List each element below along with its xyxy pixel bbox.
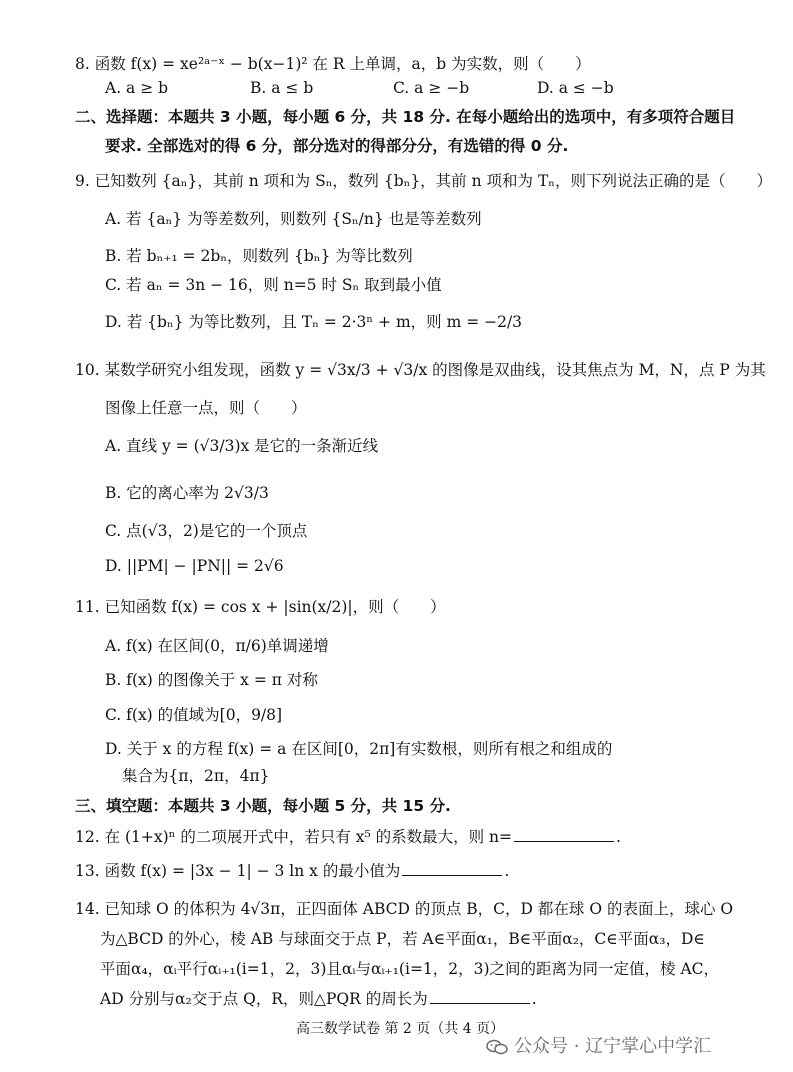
q9-stem: 9. 已知数列 {aₙ}，其前 n 项和为 Sₙ，数列 {bₙ}，其前 n 项和为 Tₙ，则下列说法正确的是（ ）	[75, 172, 772, 190]
q14-line2: 为△BCD 的外心，棱 AB 与球面交于点 P，若 A∈平面α₁，B∈平面α₂，C∈平面α₃，D∈	[100, 930, 705, 948]
section2-heading-cont: 要求. 全部选对的得 6 分，部分选对的得部分分，有选错的得 0 分.	[105, 137, 569, 155]
q11-option-d-cont: 集合为{π，2π，4π}	[122, 767, 270, 785]
wechat-icon	[486, 1039, 508, 1055]
q10-option-c: C. 点(√3，2)是它的一个顶点	[105, 522, 308, 540]
watermark-text: 公众号 · 辽宁掌心中学汇	[514, 1036, 712, 1057]
q12-stem: 12. 在 (1+x)ⁿ 的二项展开式中，若只有 x⁵ 的系数最大，则 n= .	[75, 828, 621, 846]
q9-option-a: A. 若 {aₙ} 为等差数列，则数列 {Sₙ/n} 也是等差数列	[105, 210, 482, 228]
q10-option-b: B. 它的离心率为 2√3/3	[105, 484, 269, 502]
q12-answer-blank[interactable]	[514, 840, 614, 842]
q13-answer-blank[interactable]	[402, 874, 502, 876]
q14-text: AD 分别与α₂交于点 Q，R，则△PQR 的周长为	[100, 990, 428, 1008]
page-footer: 高三数学试卷 第 2 页（共 4 页）	[296, 1021, 505, 1037]
q11-option-b: B. f(x) 的图像关于 x = π 对称	[105, 671, 318, 689]
q12-text: 12. 在 (1+x)ⁿ 的二项展开式中，若只有 x⁵ 的系数最大，则 n=	[75, 828, 513, 846]
q8-option-b: B. a ≤ b	[250, 79, 314, 97]
watermark	[486, 1032, 711, 1058]
q9-option-d: D. 若 {bₙ} 为等比数列，且 Tₙ = 2·3ⁿ + m，则 m = −2/3	[105, 313, 523, 331]
q8-option-c: C. a ≥ −b	[393, 79, 470, 97]
q11-option-c: C. f(x) 的值域为[0，9/8]	[105, 706, 283, 724]
q8-stem: 8. 函数 f(x) = xe²ᵃ⁻ˣ − b(x−1)² 在 R 上单调，a，b 为实数，则（ ）	[75, 55, 591, 73]
q11-option-a: A. f(x) 在区间(0，π/6)单调递增	[105, 637, 329, 655]
q14-line4: AD 分别与α₂交于点 Q，R，则△PQR 的周长为 .	[100, 990, 537, 1008]
q8-option-d: D. a ≤ −b	[537, 79, 614, 97]
q10-stem-cont: 图像上任意一点，则（ ）	[105, 399, 307, 417]
q11-stem: 11. 已知函数 f(x) = cos x + |sin(x/2)|，则（ ）	[75, 598, 446, 616]
q10-option-d: D. ||PM| − |PN|| = 2√6	[105, 557, 284, 575]
q9-option-c: C. 若 aₙ = 3n − 16，则 n=5 时 Sₙ 取到最小值	[105, 276, 442, 294]
section3-heading: 三、填空题：本题共 3 小题，每小题 5 分，共 15 分.	[75, 797, 451, 815]
q10-option-a: A. 直线 y = (√3/3)x 是它的一条渐近线	[105, 437, 379, 455]
q14-line1: 14. 已知球 O 的体积为 4√3π，正四面体 ABCD 的顶点 B，C，D 都在球 O 的表面上，球心 O	[75, 900, 734, 918]
q13-text: 13. 函数 f(x) = |3x − 1| − 3 ln x 的最小值为	[75, 862, 401, 880]
q10-stem: 10. 某数学研究小组发现，函数 y = √3x/3 + √3/x 的图像是双曲线，设其焦点为 M，N，点 P 为其	[75, 361, 766, 379]
q9-option-b: B. 若 bₙ₊₁ = 2bₙ，则数列 {bₙ} 为等比数列	[105, 247, 413, 265]
q11-option-d: D. 关于 x 的方程 f(x) = a 在区间[0，2π]有实数根，则所有根之和组成的	[105, 740, 613, 758]
q14-line3: 平面α₄，αᵢ平行αᵢ₊₁(i=1，2，3)且αᵢ与αᵢ₊₁(i=1，2，3)之间的距离为同一定值，棱 AC，	[100, 960, 720, 978]
q8-option-a: A. a ≥ b	[105, 79, 169, 97]
q13-stem: 13. 函数 f(x) = |3x − 1| − 3 ln x 的最小值为 .	[75, 862, 510, 880]
section2-heading: 二、选择题：本题共 3 小题，每小题 6 分，共 18 分. 在每小题给出的选项中，有多项符合题目	[75, 108, 736, 126]
q14-answer-blank[interactable]	[430, 1002, 530, 1004]
